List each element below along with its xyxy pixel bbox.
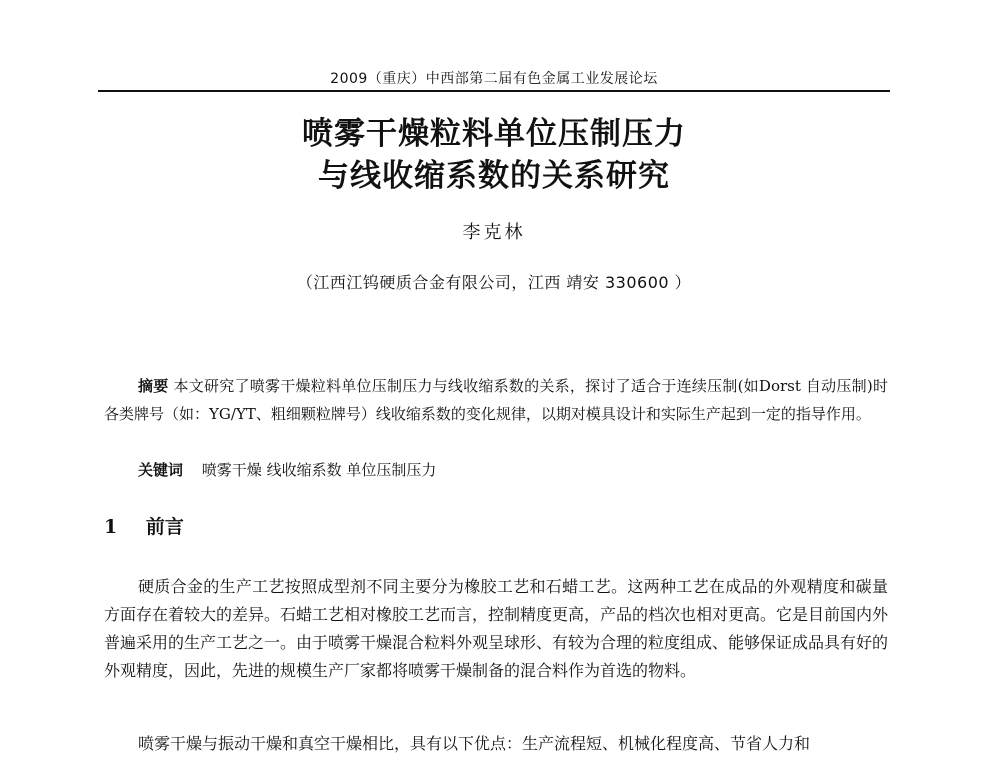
keywords xyxy=(138,458,888,482)
keywords-label: 关键词 xyxy=(138,461,184,479)
paper-title-line-1: 喷雾干燥粒料单位压制压力 xyxy=(302,116,686,152)
section-title: 前言 xyxy=(145,516,184,538)
abstract xyxy=(104,372,888,428)
author: 李克林 xyxy=(462,222,526,243)
abstract-label: 摘要 xyxy=(138,377,169,395)
running-header: 2009（重庆）中西部第二届有色金属工业发展论坛 xyxy=(330,71,658,87)
section-heading xyxy=(104,512,184,539)
body-paragraph: 硬质合金的生产工艺按照成型剂不同主要分为橡胶工艺和石蜡工艺。这两种工艺在成品的外观精度和碳量方面存在着较大的差异。石蜡工艺相对橡胶工艺而言，控制精度更高，产品的档次也相对更高。它是目前国内外普遍采用的生产工艺之一。由于喷雾干燥混合粒料外观呈球形、有较为合理的粒度组成、能够保证成品具有好的外观精度，因此，先进的规模生产厂家都将喷雾干燥制备的混合料作为首选的物料。 xyxy=(104,577,889,680)
body-paragraph: 喷雾干燥与振动干燥和真空干燥相比，具有以下优点：生产流程短、机械化程度高、节省人力和 xyxy=(138,734,811,753)
affiliation: （江西江钨硬质合金有限公司，江西 靖安 330600 ） xyxy=(296,273,692,292)
paper-title-line-2: 与线收缩系数的关系研究 xyxy=(318,158,670,194)
section-number: 1 xyxy=(104,516,118,538)
keywords-text: 喷雾干燥 线收缩系数 单位压制压力 xyxy=(201,461,437,479)
abstract-text: 本文研究了喷雾干燥粒料单位压制压力与线收缩系数的关系，探讨了适合于连续压制(如Dorst 自动压制)时各类牌号（如：YG/YT、粗细颗粒牌号）线收缩系数的变化规律，以期对模具设计和实际生产起到一定的指导作用。 xyxy=(104,377,888,423)
header-rule xyxy=(98,90,890,92)
